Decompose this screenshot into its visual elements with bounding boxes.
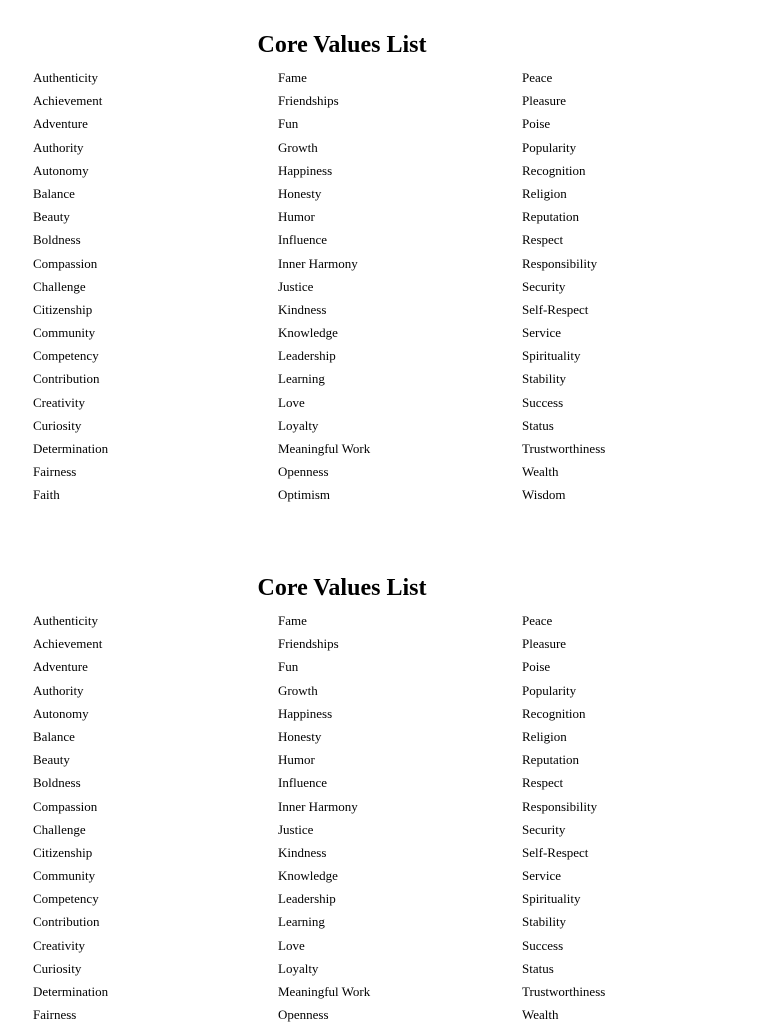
value-item: Achievement <box>33 636 103 652</box>
value-item: Honesty <box>278 728 322 744</box>
value-item: Learning <box>278 371 325 387</box>
value-item: Beauty <box>33 752 70 768</box>
value-item: Meaningful Work <box>278 441 371 456</box>
value-item: Authority <box>33 682 84 698</box>
value-item: Inner Harmony <box>278 798 358 814</box>
value-item: Respect <box>522 775 564 791</box>
value-item: Compassion <box>33 798 98 814</box>
value-item: Leadership <box>278 891 336 907</box>
value-item: Security <box>522 278 566 294</box>
value-item: Love <box>278 394 305 410</box>
value-item: Respect <box>522 232 564 248</box>
value-item: Success <box>522 394 564 410</box>
value-item: Religion <box>522 728 567 744</box>
value-item: Pleasure <box>522 636 567 652</box>
value-item: Challenge <box>33 821 86 837</box>
value-item: Curiosity <box>33 960 82 976</box>
value-item: Peace <box>522 613 553 628</box>
value-item: Fame <box>278 613 307 628</box>
value-item: Inner Harmony <box>278 255 358 271</box>
value-item: Compassion <box>33 255 98 271</box>
value-item: Loyalty <box>278 960 319 976</box>
value-item: Faith <box>33 487 60 503</box>
value-item: Meaningful Work <box>278 984 371 999</box>
value-item: Recognition <box>522 162 586 178</box>
value-item: Peace <box>522 70 553 85</box>
value-item: Reputation <box>522 209 580 225</box>
value-item: Competency <box>33 348 99 364</box>
value-item: Challenge <box>33 278 86 294</box>
value-item: Poise <box>522 116 551 132</box>
value-item: Community <box>33 325 96 341</box>
value-item: Autonomy <box>33 705 89 721</box>
value-item: Stability <box>522 371 567 387</box>
value-item: Happiness <box>278 162 333 178</box>
value-item: Knowledge <box>278 325 338 341</box>
value-item: Adventure <box>33 116 88 132</box>
value-item: Optimism <box>278 487 331 503</box>
value-item: Achievement <box>33 93 103 109</box>
value-item: Boldness <box>33 232 81 248</box>
values-column-3 <box>522 68 605 509</box>
value-item: Learning <box>278 914 325 930</box>
value-item: Contribution <box>33 914 100 930</box>
value-item: Trustworthiness <box>522 984 606 999</box>
value-item: Determination <box>33 984 109 999</box>
value-item: Friendships <box>278 93 339 109</box>
value-item: Security <box>522 821 566 837</box>
value-item: Contribution <box>33 371 100 387</box>
value-item: Creativity <box>33 937 85 953</box>
value-item: Fun <box>278 659 299 675</box>
value-item: Openness <box>278 1007 329 1023</box>
value-item: Loyalty <box>278 417 319 433</box>
value-item: Authenticity <box>33 613 98 628</box>
value-item: Authority <box>33 139 84 155</box>
value-item: Status <box>522 417 554 433</box>
value-item: Humor <box>278 752 315 768</box>
value-item: Kindness <box>278 844 327 860</box>
value-item: Love <box>278 937 305 953</box>
value-item: Fame <box>278 70 307 85</box>
value-item: Success <box>522 937 564 953</box>
value-item: Community <box>33 868 96 884</box>
value-item: Citizenship <box>33 301 93 317</box>
values-column-3 <box>522 611 605 1028</box>
value-item: Kindness <box>278 301 327 317</box>
value-item: Growth <box>278 139 318 155</box>
value-item: Competency <box>33 891 99 907</box>
value-item: Stability <box>522 914 567 930</box>
value-item: Leadership <box>278 348 336 364</box>
value-item: Responsibility <box>522 798 598 814</box>
value-item: Self-Respect <box>522 844 589 860</box>
value-item: Influence <box>278 775 328 791</box>
page-title: Core Values List <box>257 575 427 601</box>
value-item: Curiosity <box>33 417 82 433</box>
value-item: Popularity <box>522 682 577 698</box>
value-item: Balance <box>33 185 75 201</box>
value-item: Justice <box>278 821 314 837</box>
value-item: Autonomy <box>33 162 89 178</box>
value-item: Influence <box>278 232 328 248</box>
value-item: Determination <box>33 441 109 456</box>
page-title: Core Values List <box>257 32 427 58</box>
value-item: Religion <box>522 185 567 201</box>
value-item: Adventure <box>33 659 88 675</box>
value-item: Beauty <box>33 209 70 225</box>
value-item: Popularity <box>522 139 577 155</box>
value-item: Fairness <box>33 1007 77 1023</box>
value-item: Humor <box>278 209 315 225</box>
value-item: Growth <box>278 682 318 698</box>
value-item: Wealth <box>522 464 559 480</box>
value-item: Wealth <box>522 1007 559 1023</box>
value-item: Spirituality <box>522 348 581 364</box>
value-item: Authenticity <box>33 70 98 85</box>
value-item: Recognition <box>522 705 586 721</box>
value-item: Creativity <box>33 394 85 410</box>
value-item: Openness <box>278 464 329 480</box>
value-item: Happiness <box>278 705 333 721</box>
value-item: Trustworthiness <box>522 441 606 456</box>
value-item: Poise <box>522 659 551 675</box>
value-item: Self-Respect <box>522 301 589 317</box>
value-item: Boldness <box>33 775 81 791</box>
value-item: Balance <box>33 728 75 744</box>
value-item: Status <box>522 960 554 976</box>
value-item: Fun <box>278 116 299 132</box>
values-column-2 <box>278 68 370 509</box>
value-item: Justice <box>278 278 314 294</box>
value-item: Service <box>522 325 561 341</box>
value-item: Wisdom <box>522 487 566 503</box>
value-item: Fairness <box>33 464 77 480</box>
value-item: Spirituality <box>522 891 581 907</box>
value-item: Service <box>522 868 561 884</box>
value-item: Citizenship <box>33 844 93 860</box>
value-item: Reputation <box>522 752 580 768</box>
value-item: Friendships <box>278 636 339 652</box>
values-column-1 <box>33 611 108 1028</box>
values-column-2 <box>278 611 370 1028</box>
value-item: Pleasure <box>522 93 567 109</box>
value-item: Honesty <box>278 185 322 201</box>
value-item: Knowledge <box>278 868 338 884</box>
value-item: Responsibility <box>522 255 598 271</box>
values-column-1 <box>33 68 108 509</box>
